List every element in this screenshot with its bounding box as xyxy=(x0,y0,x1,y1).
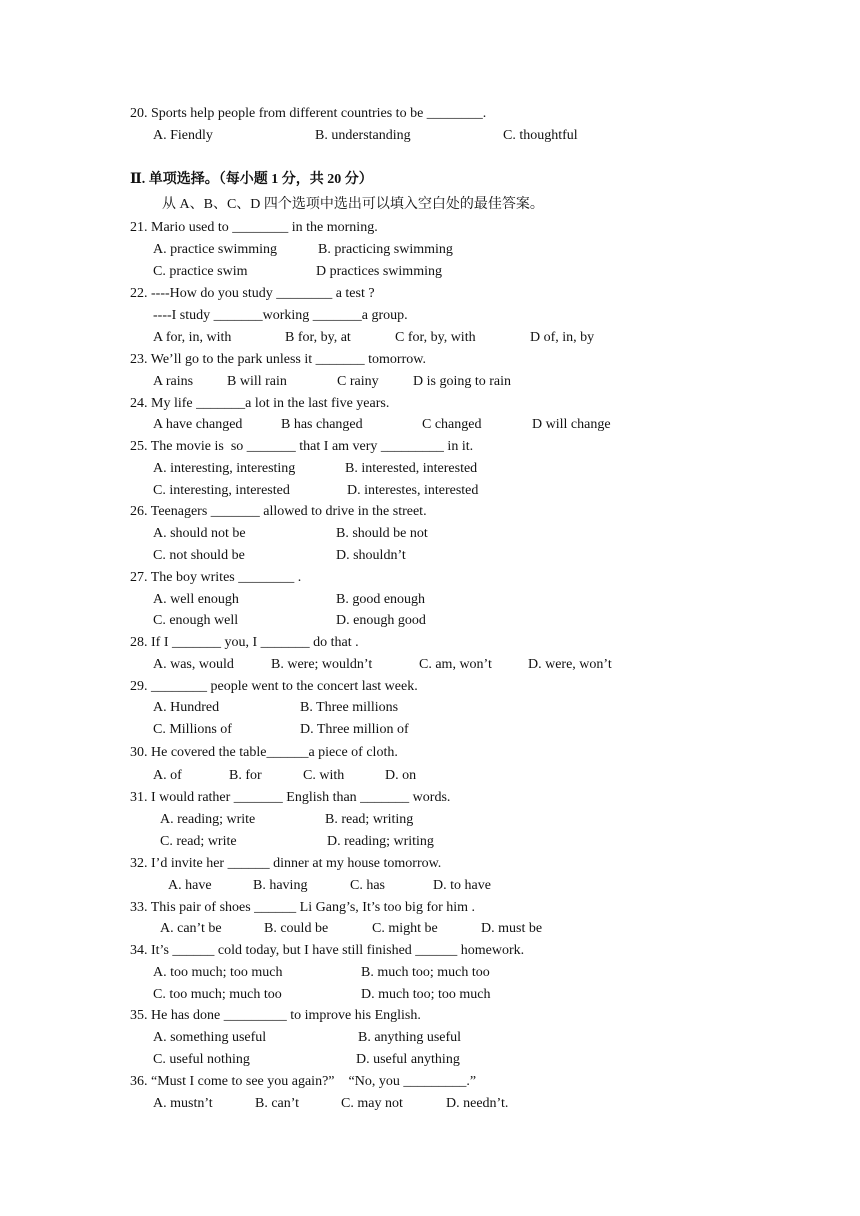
section-2-instruction: 从 A、B、C、D 四个选项中选出可以填入空白处的最佳答案。 xyxy=(162,197,544,212)
question-30-option-b: B. for xyxy=(229,768,262,783)
question-23-option-a: A rains xyxy=(153,374,194,389)
question-24-stem: 24. My life _______a lot in the last five years. xyxy=(130,396,390,411)
question-21-option-d: D practices swimming xyxy=(316,264,442,279)
question-34-option-d: D. much too; too much xyxy=(361,987,491,1002)
question-33-option-c: C. might be xyxy=(372,921,438,936)
question-25-option-b: B. interested, interested xyxy=(345,461,478,476)
question-33-stem: 33. This pair of shoes ______ Li Gang’s, It’s too big for him . xyxy=(130,900,476,915)
question-32-option-d: D. to have xyxy=(433,878,491,893)
question-36-option-c: C. may not xyxy=(341,1096,403,1111)
question-36-option-b: B. can’t xyxy=(255,1096,300,1111)
question-28-stem: 28. If I _______ you, I _______ do that . xyxy=(130,635,359,650)
question-30-stem: 30. He covered the table______a piece of cloth. xyxy=(130,745,398,760)
question-27-option-a: A. well enough xyxy=(153,592,239,607)
question-29-option-b: B. Three millions xyxy=(300,700,399,715)
question-27-stem: 27. The boy writes ________ . xyxy=(130,570,302,585)
question-21-option-b: B. practicing swimming xyxy=(318,242,453,257)
question-24-option-c: C changed xyxy=(422,417,482,432)
question-22-option-d: D of, in, by xyxy=(530,330,595,345)
question-22-stem-2: ----I study _______working _______a group. xyxy=(153,308,408,323)
question-29-stem: 29. ________ people went to the concert last week. xyxy=(130,679,418,694)
question-27-option-b: B. good enough xyxy=(336,592,426,607)
question-20-option-a: A. Fiendly xyxy=(153,128,213,143)
question-23-option-c: C rainy xyxy=(337,374,379,389)
question-31-option-a: A. reading; write xyxy=(160,812,256,827)
question-34-option-c: C. too much; much too xyxy=(153,987,282,1002)
question-36-stem: 36. “Must I come to see you again?” “No, you _________.” xyxy=(130,1074,477,1089)
question-21-option-a: A. practice swimming xyxy=(153,242,278,257)
question-28-option-b: B. were; wouldn’t xyxy=(271,657,373,672)
question-22-option-c: C for, by, with xyxy=(395,330,476,345)
question-26-stem: 26. Teenagers _______ allowed to drive in the street. xyxy=(130,504,427,519)
question-34-option-b: B. much too; much too xyxy=(361,965,490,980)
question-22-stem: 22. ----How do you study ________ a test ? xyxy=(130,286,375,301)
question-32-option-c: C. has xyxy=(350,878,385,893)
question-31-option-d: D. reading; writing xyxy=(327,834,434,849)
question-28-option-c: C. am, won’t xyxy=(419,657,492,672)
question-28-option-a: A. was, would xyxy=(153,657,234,672)
question-35-option-d: D. useful anything xyxy=(356,1052,460,1067)
question-25-option-a: A. interesting, interesting xyxy=(153,461,296,476)
question-35-option-a: A. something useful xyxy=(153,1030,267,1045)
question-33-option-d: D. must be xyxy=(481,921,543,936)
question-36-option-a: A. mustn’t xyxy=(153,1096,213,1111)
question-24-option-b: B has changed xyxy=(281,417,363,432)
question-35-option-c: C. useful nothing xyxy=(153,1052,250,1067)
question-26-option-c: C. not should be xyxy=(153,548,245,563)
question-35-stem: 35. He has done _________ to improve his English. xyxy=(130,1008,421,1023)
question-22-option-a: A for, in, with xyxy=(153,330,232,345)
question-25-option-c: C. interesting, interested xyxy=(153,483,290,498)
question-23-stem: 23. We’ll go to the park unless it _______ tomorrow. xyxy=(130,352,426,367)
question-34-option-a: A. too much; too much xyxy=(153,965,283,980)
question-30-option-c: C. with xyxy=(303,768,345,783)
question-27-option-c: C. enough well xyxy=(153,613,239,628)
question-33-option-a: A. can’t be xyxy=(160,921,222,936)
question-28-option-d: D. were, won’t xyxy=(528,657,612,672)
question-32-option-b: B. having xyxy=(253,878,308,893)
question-26-option-d: D. shouldn’t xyxy=(336,548,406,563)
question-31-stem: 31. I would rather _______ English than _______ words. xyxy=(130,790,451,805)
question-32-stem: 32. I’d invite her ______ dinner at my house tomorrow. xyxy=(130,856,442,871)
question-24-option-a: A have changed xyxy=(153,417,243,432)
question-22-option-b: B for, by, at xyxy=(285,330,351,345)
question-31-option-b: B. read; writing xyxy=(325,812,414,827)
question-23-option-b: B will rain xyxy=(227,374,287,389)
question-35-option-b: B. anything useful xyxy=(358,1030,462,1045)
question-34-stem: 34. It’s ______ cold today, but I have still finished ______ homework. xyxy=(130,943,525,958)
question-36-option-d: D. needn’t. xyxy=(446,1096,509,1111)
question-26-option-b: B. should be not xyxy=(336,526,428,541)
question-29-option-c: C. Millions of xyxy=(153,722,232,737)
question-31-option-c: C. read; write xyxy=(160,834,237,849)
section-2-heading: Ⅱ. 单项选择。（每小题 1 分，共 20 分） xyxy=(130,172,373,187)
question-26-option-a: A. should not be xyxy=(153,526,246,541)
question-33-option-b: B. could be xyxy=(264,921,329,936)
question-20-stem: 20. Sports help people from different countries to be ________. xyxy=(130,106,487,121)
question-32-option-a: A. have xyxy=(168,878,212,893)
question-25-stem: 25. The movie is so _______ that I am very _________ in it. xyxy=(130,439,474,454)
question-21-option-c: C. practice swim xyxy=(153,264,248,279)
question-24-option-d: D will change xyxy=(532,417,611,432)
question-21-stem: 21. Mario used to ________ in the morning. xyxy=(130,220,378,235)
question-20-option-b: B. understanding xyxy=(315,128,411,143)
question-30-option-d: D. on xyxy=(385,768,417,783)
question-25-option-d: D. interestes, interested xyxy=(347,483,479,498)
question-30-option-a: A. of xyxy=(153,768,182,783)
question-27-option-d: D. enough good xyxy=(336,613,426,628)
question-29-option-d: D. Three million of xyxy=(300,722,409,737)
question-23-option-d: D is going to rain xyxy=(413,374,511,389)
question-29-option-a: A. Hundred xyxy=(153,700,220,715)
question-20-option-c: C. thoughtful xyxy=(503,128,578,143)
